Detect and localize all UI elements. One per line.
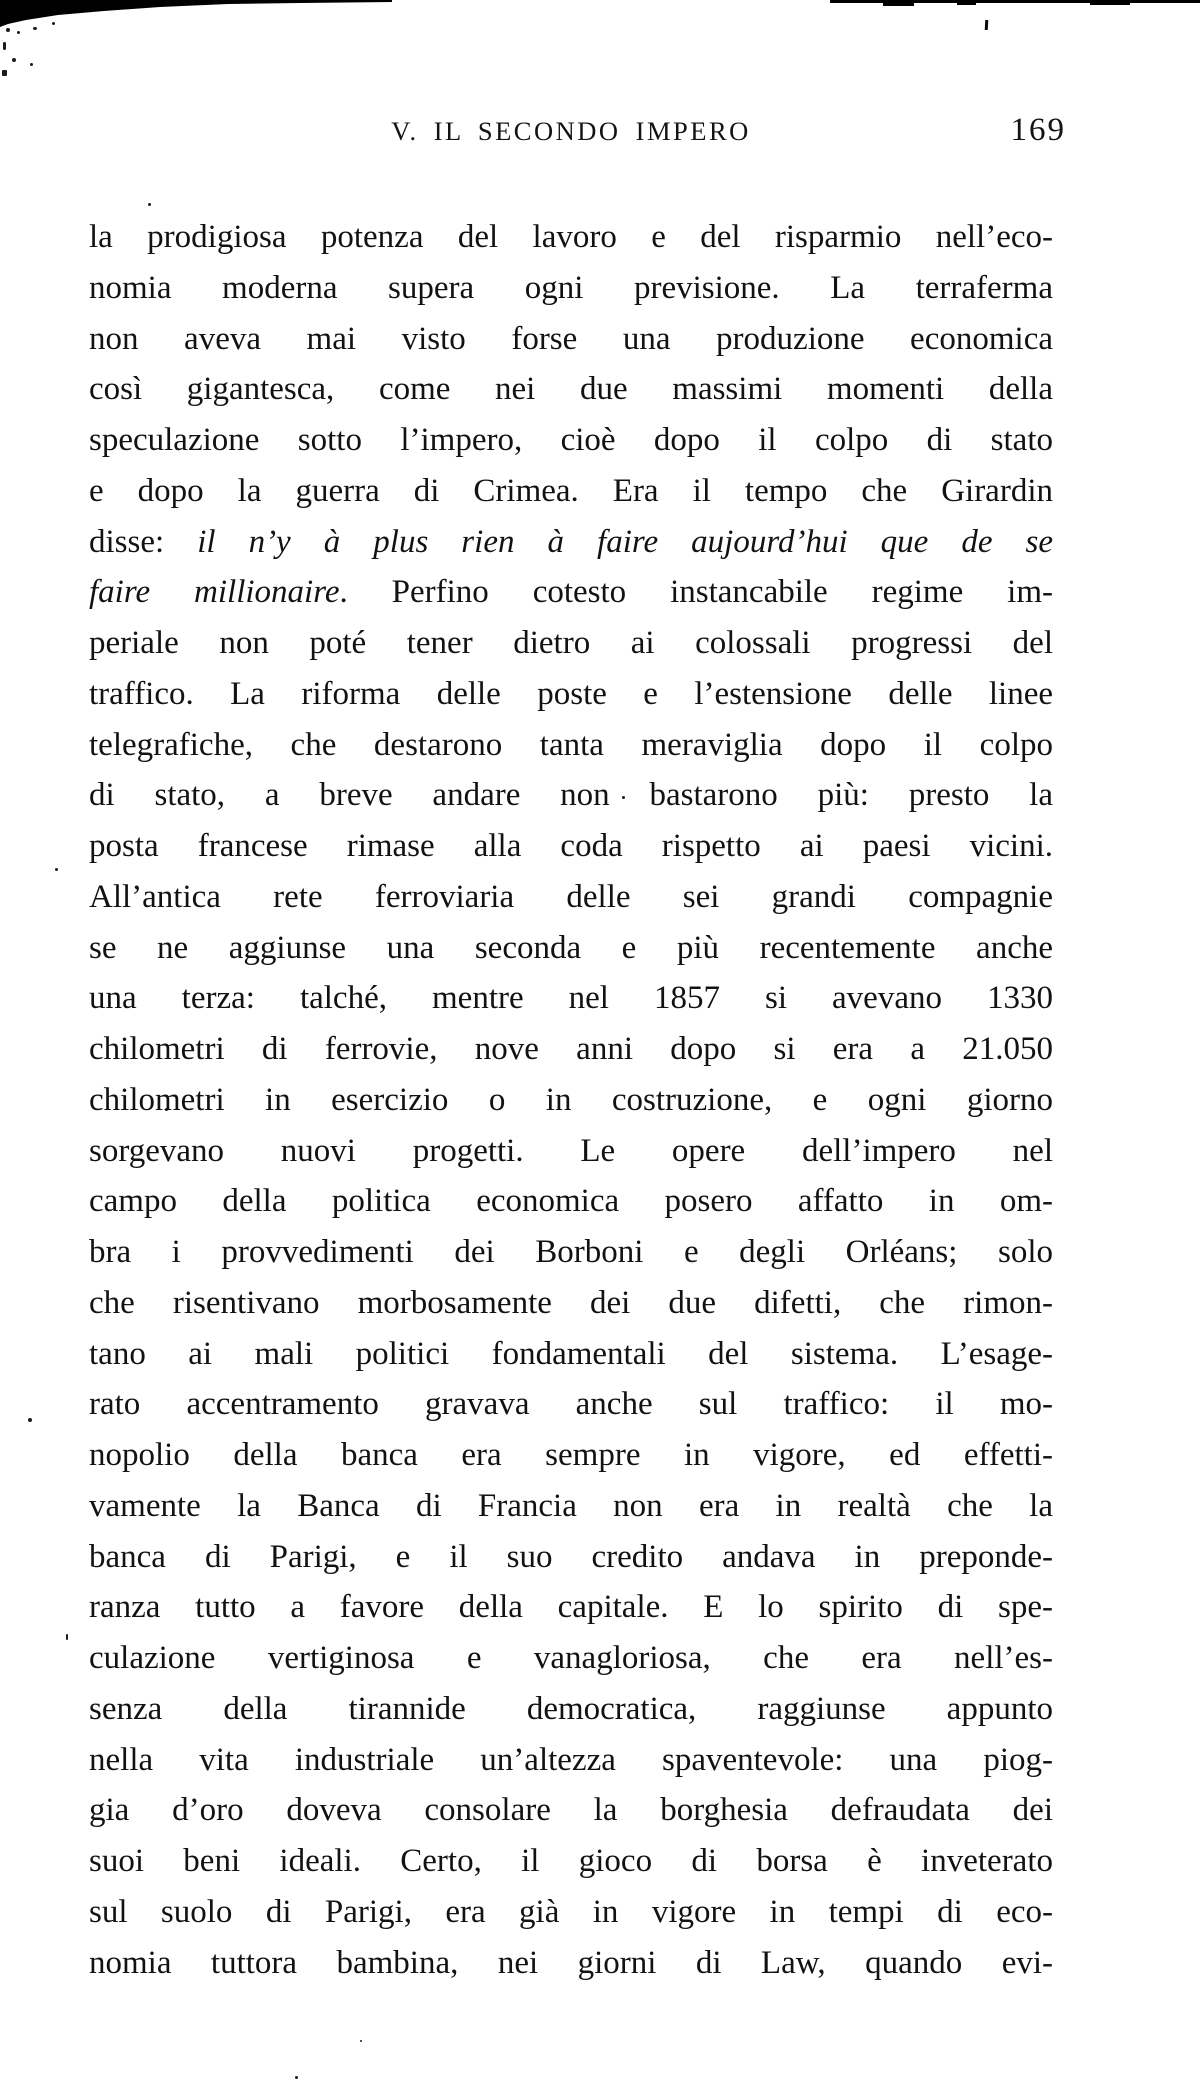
text-line: una terza: talché, mentre nel 1857 si avevano 1330	[89, 980, 1053, 1017]
scan-speck	[6, 28, 10, 32]
scan-artifact-top-left-wedge	[0, 0, 392, 27]
text-line: culazione vertiginosa e vanagloriosa, che era nell’es-	[89, 1640, 1053, 1676]
scan-speck	[1090, 0, 1130, 5]
scan-speck	[28, 1418, 32, 1422]
text-line: bra i provvedimenti dei Borboni e degli Orléans; solo	[89, 1234, 1053, 1270]
text-line: sorgevano nuovi progetti. Le opere dell’impero nel	[89, 1132, 1053, 1169]
text-line: banca di Parigi, e il suo credito andava in preponde-	[89, 1538, 1053, 1575]
text-line: tano ai mali politici fondamentali del sistema. L’esage-	[89, 1335, 1053, 1372]
scan-speck	[30, 63, 33, 66]
text-line: se ne aggiunse una seconda e più recentemente anche	[89, 929, 1053, 966]
scan-speck	[360, 2040, 362, 2042]
scan-speck	[148, 203, 151, 206]
text-segment: disse:	[89, 523, 198, 560]
text-line: non aveva mai visto forse una produzione economica	[89, 320, 1053, 357]
text-line: e dopo la guerra di Crimea. Era il tempo che Girardin	[89, 472, 1053, 509]
text-line: posta francese rimase alla coda rispetto ai paesi vicini.	[89, 828, 1053, 864]
scan-speck	[957, 0, 976, 5]
text-line: nopolio della banca era sempre in vigore, ed effetti-	[89, 1437, 1053, 1473]
text-line: che risentivano morbosamente dei due difetti, che rimon-	[89, 1284, 1053, 1321]
scan-speck	[883, 0, 914, 6]
text-line: suoi beni ideali. Certo, il gioco di borsa è inveterato	[89, 1843, 1053, 1879]
text-line: chilometri in esercizio o in costruzione, e ogni giorno	[89, 1081, 1053, 1118]
text-line: senza della tirannide democratica, raggiunse appunto	[89, 1690, 1053, 1727]
running-head-title: V. IL SECONDO IMPERO	[391, 116, 751, 146]
scan-artifact-tick-mark	[985, 20, 989, 30]
text-line: rato accentramento gravava anche sul traffico: il mo-	[89, 1386, 1053, 1423]
text-line: nomia moderna supera ogni previsione. La terraferma	[89, 269, 1053, 306]
scan-speck	[66, 1634, 68, 1640]
text-line: la prodigiosa potenza del lavoro e del risparmio nell’eco-	[89, 219, 1053, 255]
scan-speck	[17, 31, 20, 34]
text-line: chilometri di ferrovie, nove anni dopo si era a 21.050	[89, 1031, 1053, 1067]
text-line: telegrafiche, che destarono tanta meraviglia dopo il colpo	[89, 726, 1053, 763]
text-line: periale non poté tener dietro ai colossali progressi del	[89, 625, 1053, 661]
text-line: All’antica rete ferroviaria delle sei grandi compagnie	[89, 878, 1053, 915]
body-text	[89, 212, 1053, 1988]
text-line: nella vita industriale un’altezza spaventevole: una piog-	[89, 1741, 1053, 1778]
scan-speck	[2, 70, 7, 76]
scan-speck	[12, 58, 16, 62]
scan-speck	[33, 27, 37, 30]
scan-speck	[3, 42, 6, 50]
text-line: sul suolo di Parigi, era già in vigore in tempi di eco-	[89, 1893, 1053, 1930]
page-number: 169	[1010, 112, 1066, 148]
text-line	[89, 517, 1053, 568]
text-line: ranza tutto a favore della capitale. E lo spirito di spe-	[89, 1589, 1053, 1626]
text-line: traffico. La riforma delle poste e l’estensione delle linee	[89, 675, 1053, 712]
italic-segment: faire millionaire	[89, 574, 340, 611]
text-line	[89, 567, 1053, 618]
text-line: così gigantesca, come nei due massimi momenti della	[89, 371, 1053, 408]
text-line: campo della politica economica posero affatto in om-	[89, 1183, 1053, 1220]
text-line: vamente la Banca di Francia non era in realtà che la	[89, 1487, 1053, 1524]
scan-speck	[52, 22, 55, 25]
italic-segment: il n’y à plus rien à faire aujourd’hui que de se	[197, 523, 1053, 560]
text-line: gia d’oro doveva consolare la borghesia defraudata dei	[89, 1792, 1053, 1829]
text-line: speculazione sotto l’impero, cioè dopo il colpo di stato	[89, 422, 1053, 458]
page-header	[89, 112, 1066, 156]
text-line: di stato, a breve andare non bastarono più: presto la	[89, 777, 1053, 814]
text-line: nomia tuttora bambina, nei giorni di Law, quando evi-	[89, 1944, 1053, 1981]
text-segment: . Perfino cotesto instancabile regime im-	[339, 574, 1053, 611]
scan-speck	[295, 2076, 298, 2079]
scan-speck	[55, 868, 58, 871]
